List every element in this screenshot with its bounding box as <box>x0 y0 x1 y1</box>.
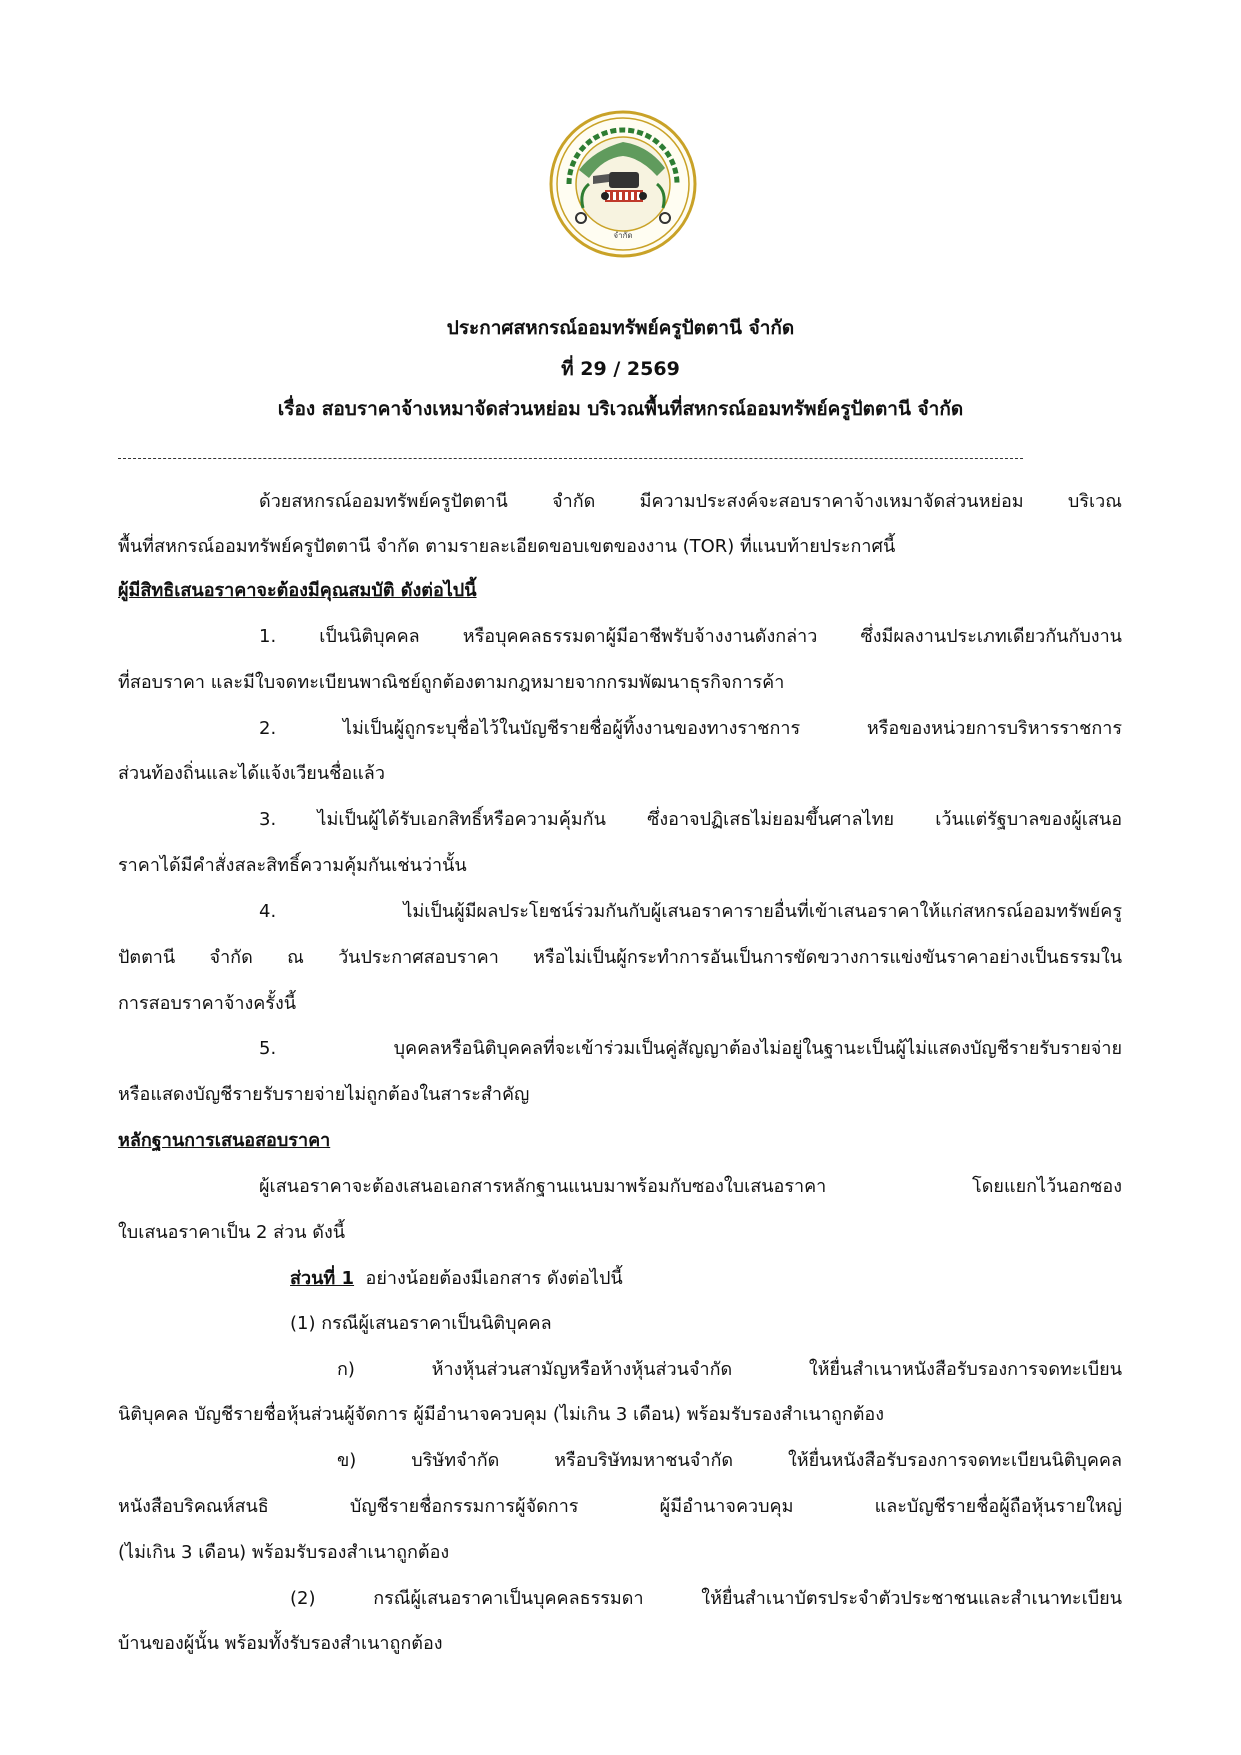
case-1a-cont: นิติบุคคล บัญชีรายชื่อหุ้นส่วนผู้จัดการ ผู้มีอำนาจควบคุม (ไม่เกิน 3 เดือน) พร้อมรับรองสำเนาถูกต้อง <box>118 1404 885 1425</box>
part-1-label: ส่วนที่ 1 <box>290 1268 355 1289</box>
case-1-heading: (1) กรณีผู้เสนอราคาเป็นนิติบุคคล <box>290 1313 552 1334</box>
qualification-item-3-cont: ราคาได้มีคำสั่งสละสิทธิ์ความคุ้มกันเช่นว่านั้น <box>118 855 467 876</box>
qualification-item-4-cont: การสอบราคาจ้างครั้งนี้ <box>118 993 297 1014</box>
svg-text:จำกัด: จำกัด <box>613 231 633 240</box>
case-2-cont: บ้านของผู้นั้น พร้อมทั้งรับรองสำเนาถูกต้อง <box>118 1633 443 1654</box>
evidence-intro-cont: ใบเสนอราคาเป็น 2 ส่วน ดังนี้ <box>118 1222 346 1243</box>
part-1-line <box>290 1267 623 1291</box>
announcement-title: ประกาศสหกรณ์ออมทรัพย์ครูปัตตานี จำกัด <box>446 317 795 339</box>
qualification-item-3: 3. ไม่เป็นผู้ได้รับเอกสิทธิ์หรือความคุ้มกัน ซึ่งอาจปฏิเสธไม่ยอมขึ้นศาลไทย เว้นแต่รัฐบาลของผู้เสนอ <box>259 809 1122 830</box>
case-1b-cont: หนังสือบริคณห์สนธิ บัญชีรายชื่อกรรมการผู้จัดการ ผู้มีอำนาจควบคุม และบัญชีรายชื่อผู้ถือหุ้นรายใหญ่ <box>118 1496 1122 1517</box>
qualification-item-5-cont: หรือแสดงบัญชีรายรับรายจ่ายไม่ถูกต้องในสาระสำคัญ <box>118 1084 530 1105</box>
qualification-item-1: 1. เป็นนิติบุคคล หรือบุคคลธรรมดาผู้มีอาชีพรับจ้างงานดังกล่าว ซึ่งมีผลงานประเภทเดียวกันกับงาน <box>259 626 1122 647</box>
announcement-number: ที่ 29 / 2569 <box>561 358 680 380</box>
case-1a: ก) ห้างหุ้นส่วนสามัญหรือห้างหุ้นส่วนจำกัด ให้ยื่นสำเนาหนังสือรับรองการจดทะเบียน <box>337 1359 1122 1380</box>
dashed-separator <box>118 458 1023 459</box>
qualification-item-2: 2. ไม่เป็นผู้ถูกระบุชื่อไว้ในบัญชีรายชื่อผู้ทิ้งงานของทางราชการ หรือของหน่วยการบริหารราชการ <box>259 718 1122 739</box>
qualification-item-2-cont: ส่วนท้องถิ่นและได้แจ้งเวียนชื่อแล้ว <box>118 763 385 784</box>
qualification-item-4-cont: ปัตตานี จำกัด ณ วันประกาศสอบราคา หรือไม่เป็นผู้กระทำการอันเป็นการขัดขวางการแข่งขันราคาอย่างเป็นธรรมใน <box>118 947 1122 968</box>
qualification-item-4: 4. ไม่เป็นผู้มีผลประโยชน์ร่วมกันกับผู้เสนอราคารายอื่นที่เข้าเสนอราคาให้แก่สหกรณ์ออมทรัพย์ครู <box>259 901 1122 922</box>
intro-line: ด้วยสหกรณ์ออมทรัพย์ครูปัตตานี จำกัด มีความประสงค์จะสอบราคาจ้างเหมาจัดส่วนหย่อม บริเวณ <box>259 491 1122 512</box>
evidence-intro: ผู้เสนอราคาจะต้องเสนอเอกสารหลักฐานแนบมาพร้อมกับซองใบเสนอราคา โดยแยกไว้นอกซอง <box>259 1176 1122 1197</box>
qualification-item-5: 5. บุคคลหรือนิติบุคคลที่จะเข้าร่วมเป็นคู่สัญญาต้องไม่อยู่ในฐานะเป็นผู้ไม่แสดงบัญชีรายรับรายจ่าย <box>259 1038 1122 1059</box>
case-1b: ข) บริษัทจำกัด หรือบริษัทมหาชนจำกัด ให้ยื่นหนังสือรับรองการจดทะเบียนนิติบุคคล <box>337 1450 1122 1471</box>
cooperative-seal-logo <box>549 110 697 258</box>
qualification-item-1-cont: ที่สอบราคา และมีใบจดทะเบียนพาณิชย์ถูกต้องตามกฎหมายจากกรมพัฒนาธุรกิจการค้า <box>118 672 785 693</box>
case-1b-cont: (ไม่เกิน 3 เดือน) พร้อมรับรองสำเนาถูกต้อง <box>118 1542 450 1563</box>
intro-line: พื้นที่สหกรณ์ออมทรัพย์ครูปัตตานี จำกัด ตามรายละเอียดขอบเขตของงาน (TOR) ที่แนบท้ายประกาศนี้ <box>118 536 896 557</box>
part-1-text: อย่างน้อยต้องมีเอกสาร ดังต่อไปนี้ <box>365 1268 623 1289</box>
qualifications-heading: ผู้มีสิทธิเสนอราคาจะต้องมีคุณสมบัติ ดังต่อไปนี้ <box>118 580 477 601</box>
announcement-subject: เรื่อง สอบราคาจ้างเหมาจัดส่วนหย่อม บริเวณพื้นที่สหกรณ์ออมทรัพย์ครูปัตตานี จำกัด <box>277 398 964 420</box>
case-2: (2) กรณีผู้เสนอราคาเป็นบุคคลธรรมดา ให้ยื่นสำเนาบัตรประจำตัวประชาชนและสำเนาทะเบียน <box>290 1588 1122 1609</box>
evidence-heading: หลักฐานการเสนอสอบราคา <box>118 1130 331 1151</box>
